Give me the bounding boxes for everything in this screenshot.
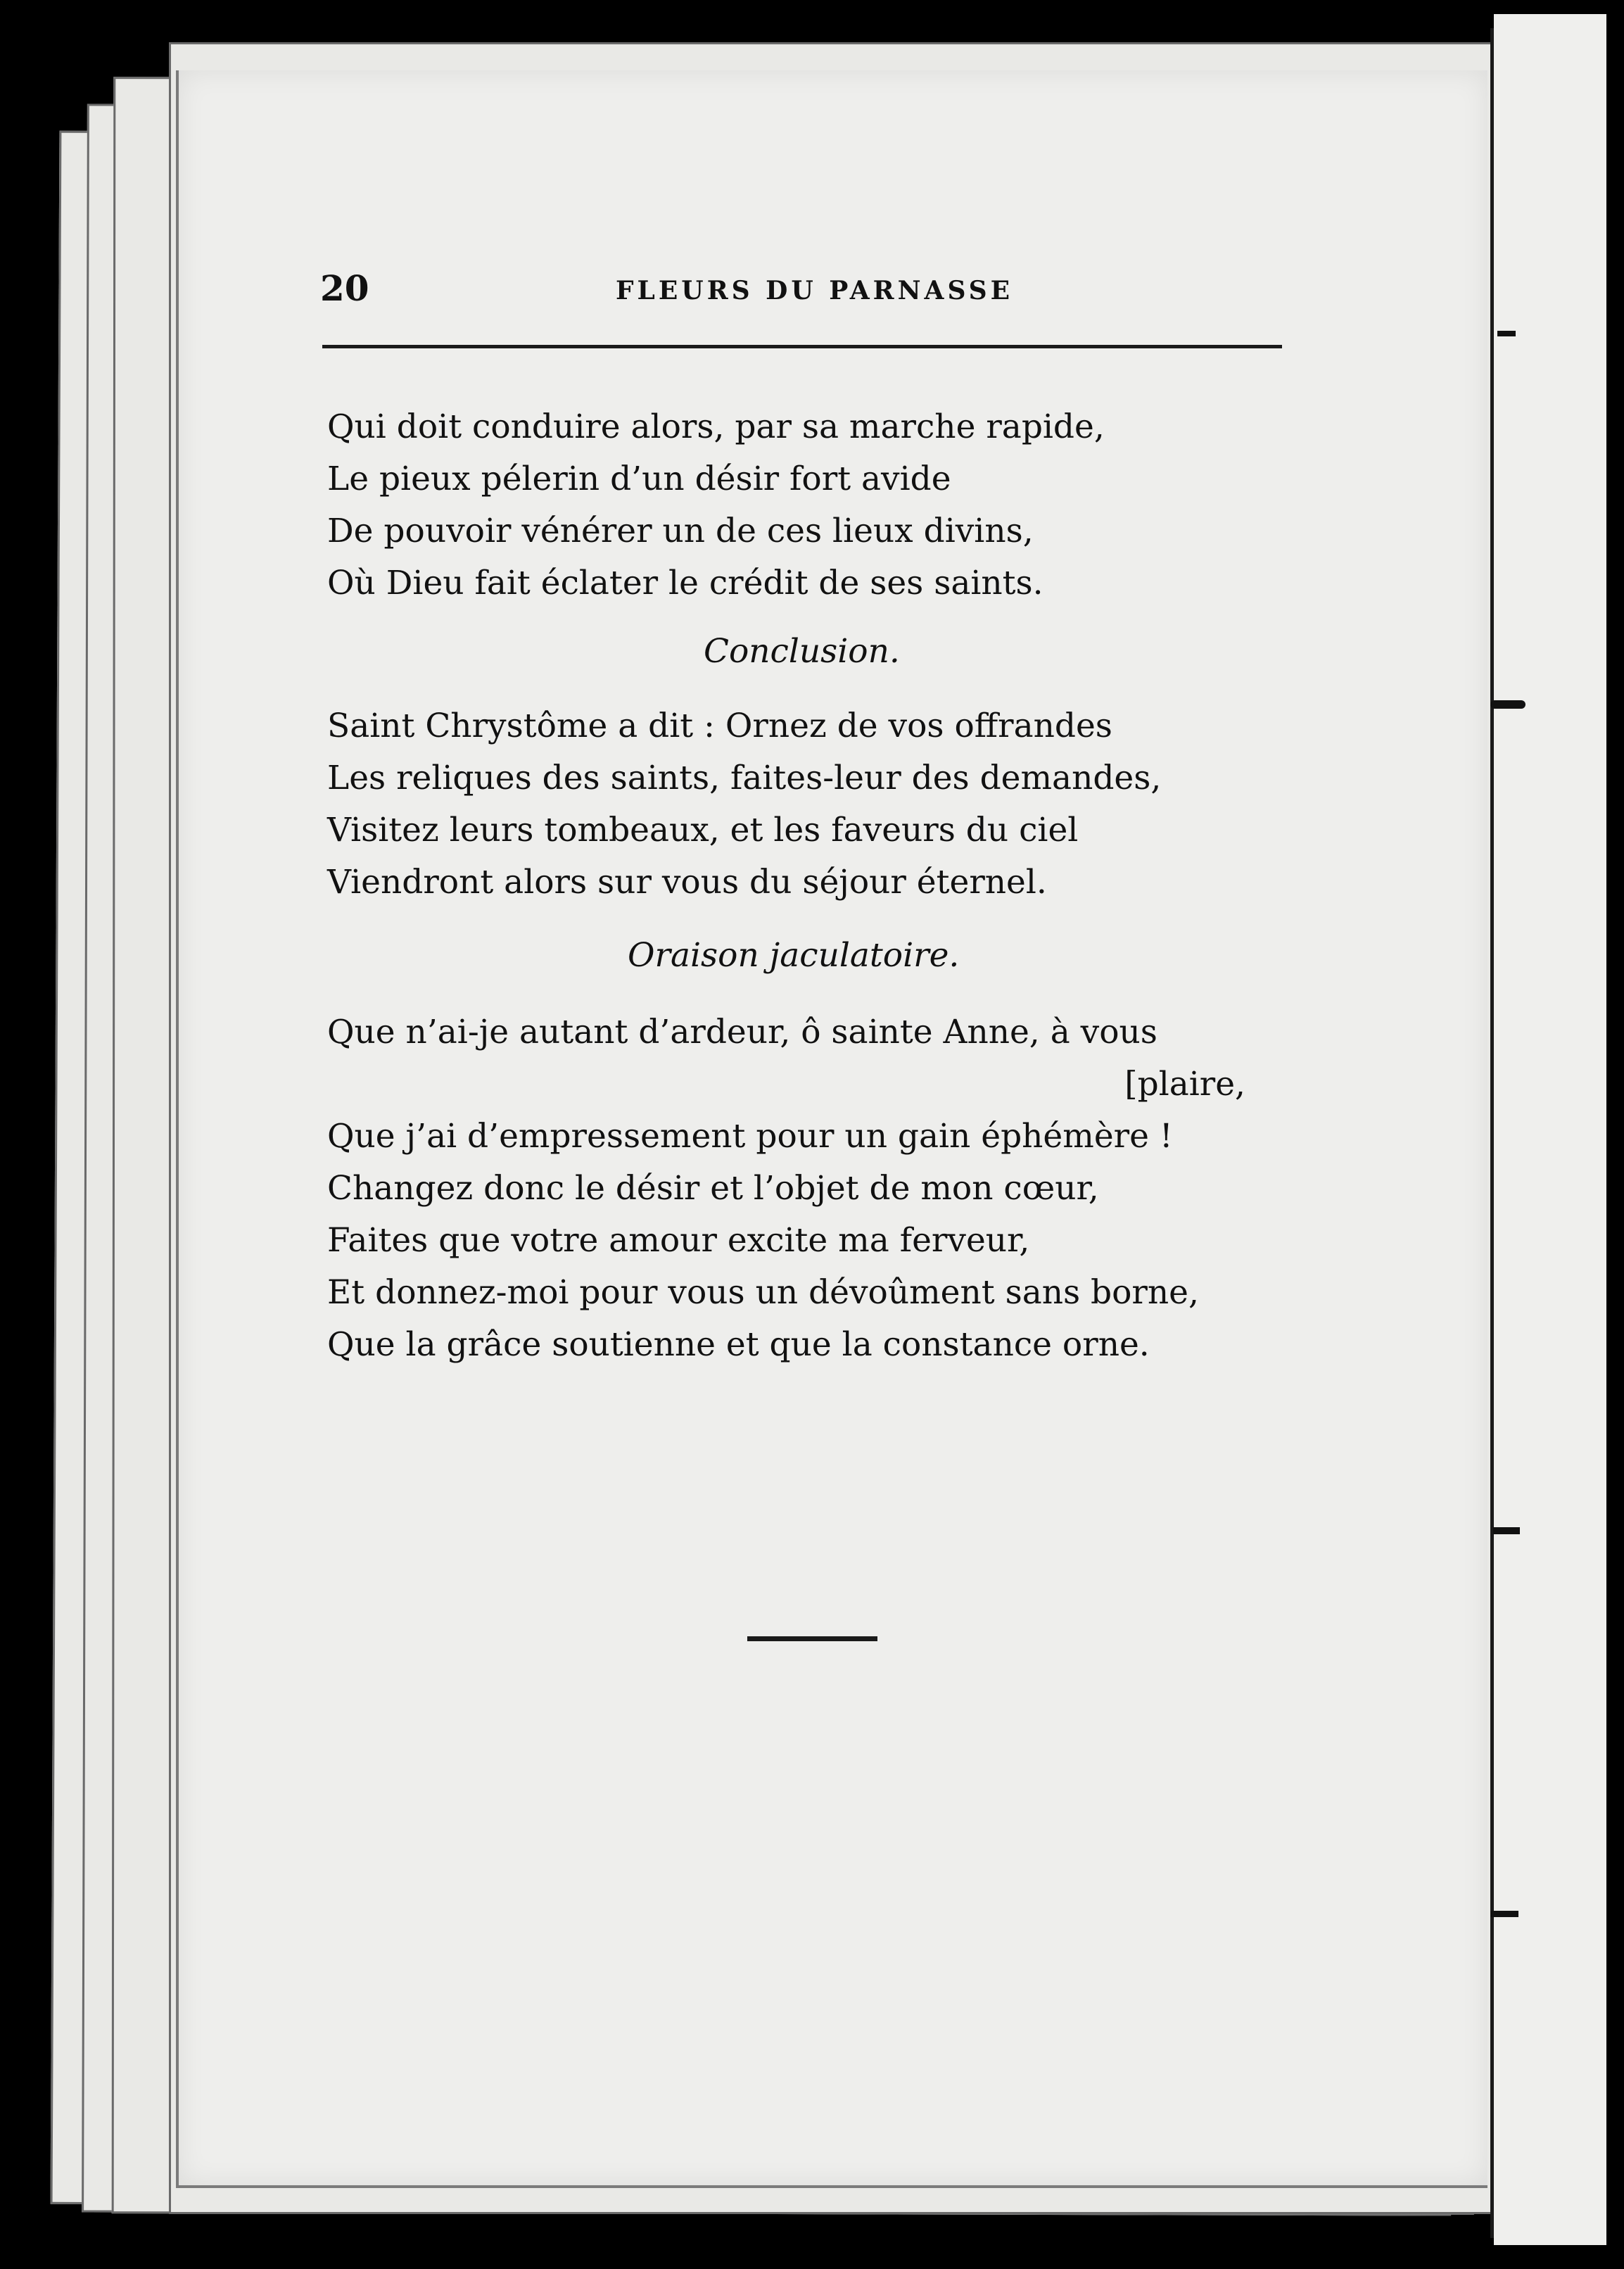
stanza-2 bbox=[327, 700, 1312, 909]
page-header bbox=[320, 267, 1281, 324]
binding-mark bbox=[1490, 700, 1525, 709]
binding-mark bbox=[1490, 1911, 1518, 1917]
stanza-3 bbox=[327, 1006, 1312, 1371]
verse-line: Saint Chrystôme a dit : Ornez de vos offrandes bbox=[327, 707, 1112, 745]
verse-line: Et donnez-moi pour vous un dévoûment sans borne, bbox=[327, 1273, 1199, 1312]
verse-line: Visitez leurs tombeaux, et les faveurs du ciel bbox=[327, 811, 1079, 849]
running-title: FLEURS DU PARNASSE bbox=[616, 276, 1014, 305]
verse-line: Qui doit conduire alors, par sa marche rapide, bbox=[327, 407, 1105, 446]
verse-line: De pouvoir vénérer un de ces lieux divins, bbox=[327, 512, 1034, 550]
verse-line: Que la grâce soutienne et que la constance orne. bbox=[327, 1325, 1150, 1364]
section-heading-oraison: Oraison jaculatoire. bbox=[628, 936, 960, 975]
verse-line: Que j’ai d’empressement pour un gain éphémère ! bbox=[327, 1117, 1173, 1156]
verse-line: Où Dieu fait éclater le crédit de ses saints. bbox=[327, 564, 1043, 602]
stanza-1 bbox=[327, 401, 1312, 609]
binding-mark bbox=[1497, 331, 1516, 336]
verse-line: Viendront alors sur vous du séjour éternel. bbox=[327, 863, 1047, 902]
verse-line-continuation: [plaire, bbox=[1124, 1065, 1245, 1104]
page-number: 20 bbox=[320, 267, 369, 309]
verse-line: Faites que votre amour excite ma ferveur, bbox=[327, 1221, 1030, 1260]
section-heading-conclusion: Conclusion. bbox=[704, 632, 900, 671]
gutter-line bbox=[1490, 28, 1494, 2238]
verse-line: Changez donc le désir et l’objet de mon cœur, bbox=[327, 1169, 1099, 1208]
binding-mark bbox=[1493, 1527, 1520, 1534]
verse-line: Que n’ai-je autant d’ardeur, ô sainte Anne, à vous bbox=[327, 1013, 1157, 1051]
end-rule bbox=[747, 1636, 877, 1641]
verse-line: Le pieux pélerin d’un désir fort avide bbox=[327, 460, 951, 498]
header-rule bbox=[322, 345, 1282, 348]
verse-line: Les reliques des saints, faites-leur des demandes, bbox=[327, 759, 1162, 797]
